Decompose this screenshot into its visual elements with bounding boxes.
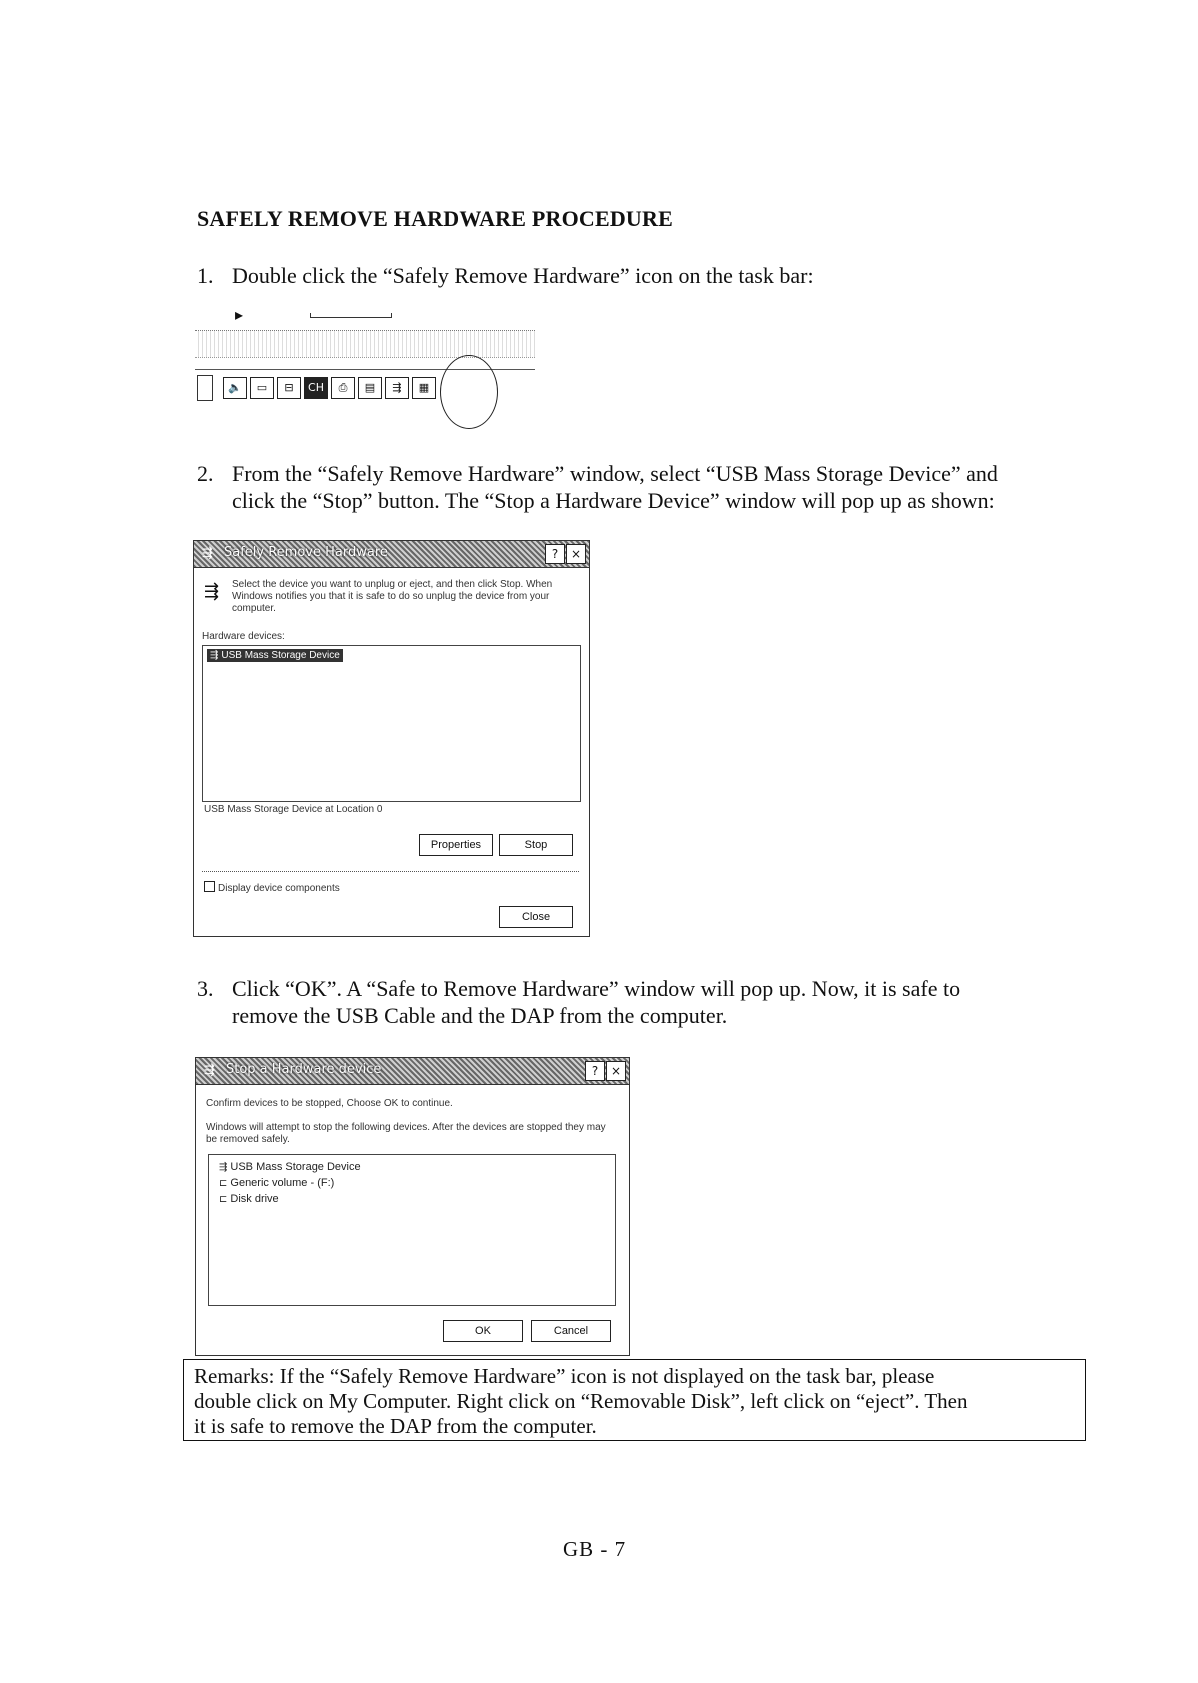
title-bar (196, 1058, 629, 1085)
list-item (219, 1177, 334, 1189)
window-icon: ⇶ (204, 1063, 215, 1078)
arrow-icon: ▸ (235, 305, 244, 324)
taskbar-illustration (195, 305, 535, 415)
instruction-text: Select the device you want to unplug or eject, and then click Stop. When Windows notifies you that it is safe to do so unplug the device from your computer. (232, 579, 553, 614)
speaker-icon[interactable]: 🔈 (223, 377, 247, 399)
remarks-text (194, 1364, 1079, 1439)
bracket-line (310, 313, 392, 318)
help-button[interactable]: ? (545, 544, 565, 564)
checkbox-label: Display device components (218, 883, 340, 894)
properties-button[interactable]: Properties (419, 834, 493, 856)
step-text: Double click the “Safely Remove Hardware” icon on the task bar: (232, 263, 814, 288)
ok-button[interactable]: OK (443, 1320, 523, 1342)
step-text-line1: From the “Safely Remove Hardware” window, select “USB Mass Storage Device” and (232, 461, 998, 486)
device-name: USB Mass Storage Device (221, 650, 340, 661)
devices-list (208, 1154, 616, 1306)
step-text-line2: remove the USB Cable and the DAP from the computer. (232, 1003, 728, 1028)
safely-remove-hardware-window (193, 540, 590, 937)
display-components-checkbox[interactable] (204, 881, 340, 895)
list-item-selected[interactable] (207, 649, 343, 662)
tray-icons (223, 377, 436, 399)
hardware-icon: ⇶ (204, 581, 220, 602)
step-1 (197, 262, 1097, 290)
list-item (219, 1161, 361, 1173)
device-icon[interactable]: ▤ (358, 377, 382, 399)
close-button[interactable]: Close (499, 906, 573, 928)
remarks-line1: Remarks: If the “Safely Remove Hardware” icon is not displayed on the task bar, please (194, 1364, 935, 1388)
device-name: Generic volume - (F:) (230, 1177, 335, 1189)
checkbox-box[interactable] (204, 881, 215, 892)
remarks-line2: double click on My Computer. Right click on “Removable Disk”, left click on “eject”. Then (194, 1389, 968, 1413)
step-number: 3. (197, 976, 214, 1001)
window-icon: ⇶ (202, 546, 213, 561)
device-name: USB Mass Storage Device (230, 1161, 361, 1173)
remarks-line3: it is safe to remove the DAP from the computer. (194, 1414, 597, 1438)
confirm-text: Confirm devices to be stopped, Choose OK to continue. (206, 1098, 453, 1109)
step-number: 1. (197, 263, 214, 288)
taskbar-strip (195, 330, 535, 358)
list-item (219, 1193, 279, 1205)
title-bar (194, 541, 589, 568)
safely-remove-hardware-icon[interactable]: ⇶ (385, 377, 409, 399)
close-icon[interactable]: × (606, 1061, 626, 1081)
step-2 (197, 460, 1097, 516)
hardware-devices-list[interactable] (202, 645, 581, 802)
window-title: Stop a Hardware device (226, 1062, 382, 1077)
usb-device-icon: ⇶ (210, 650, 219, 661)
volume-icon: ⊏ (219, 1178, 228, 1189)
cancel-button[interactable]: Cancel (531, 1320, 611, 1342)
start-edge (197, 375, 213, 401)
network-icon[interactable]: ⊟ (277, 377, 301, 399)
info-text: Windows will attempt to stop the following devices. After the devices are stopped they may be removed safely. (206, 1122, 606, 1145)
hardware-devices-label: Hardware devices: (202, 631, 285, 642)
step-text-line1: Click “OK”. A “Safe to Remove Hardware” window will pop up. Now, it is safe to (232, 976, 961, 1001)
step-3 (197, 975, 1097, 1031)
step-number: 2. (197, 461, 214, 486)
usb-device-icon: ⇶ (219, 1162, 228, 1173)
device-name: Disk drive (230, 1193, 279, 1205)
remarks-box (183, 1359, 1086, 1441)
window-title: Safely Remove Hardware (224, 545, 388, 560)
help-button[interactable]: ? (585, 1061, 605, 1081)
divider (202, 871, 579, 872)
ch-icon[interactable]: CH (304, 377, 328, 399)
location-text: USB Mass Storage Device at Location 0 (204, 804, 383, 815)
step-text-line2: click the “Stop” button. The “Stop a Hardware Device” window will pop up as shown: (232, 488, 995, 513)
highlight-circle (440, 355, 498, 429)
page-heading: SAFELY REMOVE HARDWARE PROCEDURE (197, 206, 673, 231)
stop-button[interactable]: Stop (499, 834, 573, 856)
keyboard-icon[interactable]: ▦ (412, 377, 436, 399)
monitor-icon[interactable]: ▭ (250, 377, 274, 399)
stop-hardware-device-window (195, 1057, 630, 1356)
printer-icon[interactable]: ⎙ (331, 377, 355, 399)
close-icon[interactable]: × (566, 544, 586, 564)
disk-drive-icon: ⊏ (219, 1194, 228, 1205)
page-number: GB - 7 (563, 1537, 627, 1561)
